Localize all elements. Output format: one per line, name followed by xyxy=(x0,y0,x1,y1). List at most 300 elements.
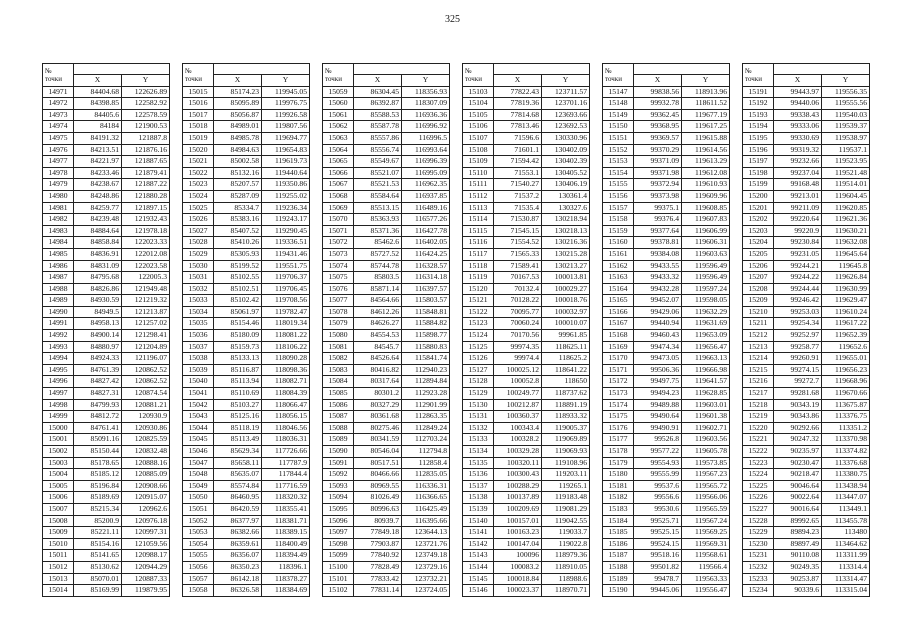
table-row xyxy=(743,306,870,318)
point-number-cell: 15139 xyxy=(463,503,494,515)
x-value-cell: 90046.64 xyxy=(774,480,822,492)
point-number-cell: 15027 xyxy=(183,225,214,237)
y-value-cell: 116366.65 xyxy=(402,492,450,504)
x-value-cell: 71530.87 xyxy=(494,214,542,226)
point-number-cell: 15069 xyxy=(323,202,354,214)
table-row xyxy=(43,167,170,179)
y-value-cell: 119610.24 xyxy=(822,306,870,318)
point-number-cell: 15162 xyxy=(603,260,634,272)
point-number-cell: 15207 xyxy=(743,272,774,284)
table-row xyxy=(743,121,870,133)
x-value-cell: 71554.52 xyxy=(494,237,542,249)
table-row xyxy=(43,202,170,214)
point-number-cell: 15088 xyxy=(323,422,354,434)
y-value-cell: 118378.27 xyxy=(262,573,310,585)
point-number-cell: 15019 xyxy=(183,132,214,144)
y-value-cell: 112940.23 xyxy=(402,364,450,376)
x-value-cell: 90343.19 xyxy=(774,399,822,411)
x-value-cell: 99497.75 xyxy=(634,376,682,388)
x-value-cell: 70132.4 xyxy=(494,283,542,295)
y-value-cell: 116996.39 xyxy=(402,156,450,168)
point-number-cell: 15208 xyxy=(743,283,774,295)
y-value-cell: 119976.75 xyxy=(262,98,310,110)
point-number-cell: 15225 xyxy=(743,480,774,492)
x-value-cell: 85588.53 xyxy=(354,109,402,121)
x-value-cell: 85061.97 xyxy=(214,306,262,318)
x-value-cell: 71545.15 xyxy=(494,225,542,237)
y-value-cell: 112923.28 xyxy=(402,388,450,400)
point-number-word: точки xyxy=(325,74,342,83)
x-value-cell: 99362.45 xyxy=(634,109,682,121)
point-number-cell: 15018 xyxy=(183,121,214,133)
y-value-cell: 119807.56 xyxy=(262,121,310,133)
x-value-cell: 80317.64 xyxy=(354,376,402,388)
point-number-cell: 15122 xyxy=(463,306,494,318)
x-value-cell: 85557.86 xyxy=(354,132,402,144)
y-value-cell: 119630.21 xyxy=(822,225,870,237)
y-value-cell: 115898.77 xyxy=(402,330,450,342)
y-value-cell: 121204.89 xyxy=(122,341,170,353)
y-value-cell: 123701.16 xyxy=(542,98,590,110)
point-number-cell: 14976 xyxy=(43,144,74,156)
x-value-cell: 85556.74 xyxy=(354,144,402,156)
x-value-cell: 85305.93 xyxy=(214,248,262,260)
point-number-cell: 15047 xyxy=(183,457,214,469)
point-number-cell: 14983 xyxy=(43,225,74,237)
y-value-cell: 119568.61 xyxy=(682,550,730,562)
table-row xyxy=(43,411,170,423)
y-value-cell: 122005.3 xyxy=(122,272,170,284)
table-row xyxy=(183,132,310,144)
x-value-cell: 85635.07 xyxy=(214,469,262,481)
table-row xyxy=(183,248,310,260)
point-number-cell: 15098 xyxy=(323,538,354,550)
table-row xyxy=(43,573,170,585)
table-row xyxy=(183,295,310,307)
point-number-cell: 15011 xyxy=(43,550,74,562)
table-row xyxy=(603,457,730,469)
y-value-cell: 119514.01 xyxy=(822,179,870,191)
point-number-cell: 15013 xyxy=(43,573,74,585)
y-value-cell: 119614.56 xyxy=(682,144,730,156)
x-value-cell: 80466.66 xyxy=(354,469,402,481)
y-value-cell: 119652.39 xyxy=(822,330,870,342)
x-value-cell: 84880.97 xyxy=(74,341,122,353)
point-number-cell: 15116 xyxy=(463,237,494,249)
table-row xyxy=(183,144,310,156)
table-row xyxy=(183,86,310,98)
point-number-cell: 15001 xyxy=(43,434,74,446)
x-value-cell: 99384.08 xyxy=(634,248,682,260)
table-row xyxy=(43,306,170,318)
x-value-cell: 84184 xyxy=(74,121,122,133)
y-value-cell: 130213.27 xyxy=(542,260,590,272)
point-number-cell: 15152 xyxy=(603,144,634,156)
point-number-cell: 14994 xyxy=(43,353,74,365)
point-number-cell: 14986 xyxy=(43,260,74,272)
x-value-cell: 85574.84 xyxy=(214,480,262,492)
table-row xyxy=(183,330,310,342)
y-value-cell: 118106.22 xyxy=(262,341,310,353)
y-value-cell: 112849.24 xyxy=(402,422,450,434)
y-value-cell: 119706.45 xyxy=(262,283,310,295)
table-row xyxy=(323,492,450,504)
y-value-cell: 119606.99 xyxy=(682,225,730,237)
table-row xyxy=(43,585,170,597)
x-value-cell: 100329.28 xyxy=(494,446,542,458)
x-value-cell: 86382.66 xyxy=(214,527,262,539)
point-number-cell: 14998 xyxy=(43,399,74,411)
point-number-cell: 15117 xyxy=(463,248,494,260)
point-number-cell: 15115 xyxy=(463,225,494,237)
point-number-cell: 15061 xyxy=(323,109,354,121)
y-value-cell: 118084.39 xyxy=(262,388,310,400)
x-value-cell: 85056.87 xyxy=(214,109,262,121)
point-number-cell: 15054 xyxy=(183,538,214,550)
table-row xyxy=(603,260,730,272)
x-value-cell: 85334.7 xyxy=(214,202,262,214)
table-row xyxy=(323,121,450,133)
point-number-cell: 15185 xyxy=(603,527,634,539)
x-value-cell: 90247.32 xyxy=(774,434,822,446)
point-number-cell: 15046 xyxy=(183,446,214,458)
y-column-header: Y xyxy=(822,75,870,87)
point-number-cell: 15109 xyxy=(463,156,494,168)
x-value-cell: 99555.99 xyxy=(634,469,682,481)
table-row xyxy=(603,376,730,388)
point-number-cell: 15053 xyxy=(183,527,214,539)
point-number-cell: 15215 xyxy=(743,364,774,376)
table-row xyxy=(743,561,870,573)
point-number-cell: 14999 xyxy=(43,411,74,423)
y-value-cell: 116937.85 xyxy=(402,190,450,202)
y-value-cell: 119569.31 xyxy=(682,538,730,550)
table-row xyxy=(183,422,310,434)
x-value-cell: 99838.56 xyxy=(634,86,682,98)
point-number-header xyxy=(43,64,74,87)
y-value-cell: 130330.96 xyxy=(542,132,590,144)
table-row xyxy=(323,388,450,400)
x-value-cell: 71553.1 xyxy=(494,167,542,179)
table-row xyxy=(603,364,730,376)
x-value-cell: 71537.2 xyxy=(494,190,542,202)
x-value-cell: 85521.53 xyxy=(354,179,402,191)
y-value-cell: 121887.65 xyxy=(122,156,170,168)
point-number-cell: 15126 xyxy=(463,353,494,365)
point-number-cell: 14993 xyxy=(43,341,74,353)
coordinate-tables xyxy=(42,63,870,597)
y-value-cell: 117726.66 xyxy=(262,446,310,458)
x-value-cell: 85221.11 xyxy=(74,527,122,539)
y-value-cell: 119629.47 xyxy=(822,295,870,307)
x-value-cell: 99372.94 xyxy=(634,179,682,191)
y-value-cell: 120885.09 xyxy=(122,469,170,481)
table-row xyxy=(463,237,590,249)
point-number-cell: 15189 xyxy=(603,573,634,585)
table-row xyxy=(743,457,870,469)
table-row xyxy=(743,144,870,156)
x-value-cell: 99490.64 xyxy=(634,411,682,423)
y-value-cell: 119632.08 xyxy=(822,237,870,249)
y-value-cell: 122023.58 xyxy=(122,260,170,272)
y-value-cell: 100013.81 xyxy=(542,272,590,284)
point-number-cell: 15183 xyxy=(603,503,634,515)
table-row xyxy=(743,399,870,411)
point-number-cell: 14981 xyxy=(43,202,74,214)
table-row xyxy=(463,353,590,365)
y-value-cell: 123721.76 xyxy=(402,538,450,550)
point-number-cell: 15077 xyxy=(323,295,354,307)
x-value-cell: 85118.19 xyxy=(214,422,262,434)
y-value-cell: 119782.47 xyxy=(262,306,310,318)
x-value-cell: 80275.46 xyxy=(354,422,402,434)
y-value-cell: 119556.47 xyxy=(682,585,730,597)
point-number-cell: 15155 xyxy=(603,179,634,191)
table-row xyxy=(183,538,310,550)
x-value-cell: 85407.52 xyxy=(214,225,262,237)
y-value-cell: 120962.6 xyxy=(122,503,170,515)
table-row xyxy=(43,469,170,481)
point-number-cell: 15192 xyxy=(743,98,774,110)
y-value-cell: 123711.57 xyxy=(542,86,590,98)
x-value-cell: 85002.58 xyxy=(214,156,262,168)
y-value-cell: 119081.29 xyxy=(542,503,590,515)
table-row xyxy=(743,480,870,492)
x-value-cell: 90249.35 xyxy=(774,561,822,573)
y-value-cell: 116996.5 xyxy=(402,132,450,144)
y-value-cell: 122578.59 xyxy=(122,109,170,121)
x-value-cell: 100025.12 xyxy=(494,364,542,376)
y-value-cell: 118396.1 xyxy=(262,561,310,573)
point-number-cell: 15067 xyxy=(323,179,354,191)
x-value-cell: 86377.97 xyxy=(214,515,262,527)
y-value-cell: 121978.18 xyxy=(122,225,170,237)
x-value-cell: 71565.33 xyxy=(494,248,542,260)
y-value-cell: 119621.36 xyxy=(822,214,870,226)
x-value-cell: 85462.6 xyxy=(354,237,402,249)
x-value-cell: 99373.98 xyxy=(634,190,682,202)
x-value-cell: 85070.01 xyxy=(74,573,122,585)
table-row xyxy=(183,202,310,214)
table-row xyxy=(603,283,730,295)
point-number-cell: 15218 xyxy=(743,399,774,411)
point-number-cell: 15072 xyxy=(323,237,354,249)
table-row xyxy=(183,492,310,504)
x-value-cell: 84259.77 xyxy=(74,202,122,214)
x-value-cell: 85133.13 xyxy=(214,353,262,365)
x-value-cell: 100343.4 xyxy=(494,422,542,434)
x-value-cell: 100249.77 xyxy=(494,388,542,400)
x-value-cell: 84404.68 xyxy=(74,86,122,98)
point-number-cell: 15186 xyxy=(603,538,634,550)
x-value-cell: 70095.77 xyxy=(494,306,542,318)
x-value-cell: 86420.59 xyxy=(214,503,262,515)
x-value-cell: 84958.13 xyxy=(74,318,122,330)
table-row xyxy=(323,272,450,284)
table-row xyxy=(183,98,310,110)
y-value-cell: 118650 xyxy=(542,376,590,388)
point-number-cell: 15081 xyxy=(323,341,354,353)
x-value-cell: 71594.42 xyxy=(494,156,542,168)
table-row xyxy=(463,469,590,481)
table-row xyxy=(43,132,170,144)
x-value-cell: 85629.34 xyxy=(214,446,262,458)
point-number-cell: 14996 xyxy=(43,376,74,388)
table-row xyxy=(183,434,310,446)
point-number-cell: 15174 xyxy=(603,399,634,411)
point-number-cell: 15172 xyxy=(603,376,634,388)
table-row xyxy=(463,260,590,272)
table-row xyxy=(43,260,170,272)
x-column-header: X xyxy=(214,75,262,87)
x-value-cell: 100288.29 xyxy=(494,480,542,492)
point-number-cell: 15146 xyxy=(463,585,494,597)
y-value-cell: 130327.6 xyxy=(542,202,590,214)
y-value-cell: 113455.78 xyxy=(822,515,870,527)
y-value-cell: 119926.58 xyxy=(262,109,310,121)
header-spacer xyxy=(214,64,310,75)
point-number-cell: 15212 xyxy=(743,330,774,342)
table-row xyxy=(323,353,450,365)
y-value-cell: 119617.22 xyxy=(822,318,870,330)
x-value-cell: 99378.81 xyxy=(634,237,682,249)
point-number-header xyxy=(603,64,634,87)
table-row xyxy=(603,388,730,400)
y-value-cell: 119626.84 xyxy=(822,272,870,284)
table-row xyxy=(323,585,450,597)
y-value-cell: 116962.35 xyxy=(402,179,450,191)
point-number-cell: 15083 xyxy=(323,364,354,376)
table-row xyxy=(463,295,590,307)
table-row xyxy=(463,109,590,121)
table-row xyxy=(43,179,170,191)
point-number-cell: 15222 xyxy=(743,446,774,458)
x-value-cell: 99478.7 xyxy=(634,573,682,585)
table-row xyxy=(463,202,590,214)
y-value-cell: 115880.83 xyxy=(402,341,450,353)
point-number-cell: 15044 xyxy=(183,422,214,434)
point-number-cell: 15145 xyxy=(463,573,494,585)
point-number-cell: 15078 xyxy=(323,306,354,318)
point-number-cell: 15049 xyxy=(183,480,214,492)
point-number-cell: 15179 xyxy=(603,457,634,469)
point-number-cell: 15138 xyxy=(463,492,494,504)
point-number-cell: 15006 xyxy=(43,492,74,504)
y-value-cell: 130216.36 xyxy=(542,237,590,249)
point-number-cell: 15045 xyxy=(183,434,214,446)
x-value-cell: 84191.32 xyxy=(74,132,122,144)
table-row xyxy=(603,144,730,156)
x-value-cell: 84985.78 xyxy=(214,132,262,144)
coordinate-table-2 xyxy=(182,63,310,597)
table-row xyxy=(743,248,870,260)
table-row xyxy=(323,446,450,458)
y-value-cell: 130215.28 xyxy=(542,248,590,260)
table-row xyxy=(743,353,870,365)
y-value-cell: 119945.05 xyxy=(262,86,310,98)
x-value-cell: 84761.41 xyxy=(74,422,122,434)
y-value-cell: 113314.47 xyxy=(822,573,870,585)
x-value-cell: 90110.08 xyxy=(774,550,822,562)
x-value-cell: 84761.39 xyxy=(74,364,122,376)
y-value-cell: 118970.71 xyxy=(542,585,590,597)
table-row xyxy=(463,388,590,400)
table-row xyxy=(43,515,170,527)
point-number-cell: 15216 xyxy=(743,376,774,388)
x-value-cell: 77819.36 xyxy=(494,98,542,110)
point-number-cell: 15031 xyxy=(183,272,214,284)
x-value-cell: 99258.77 xyxy=(774,341,822,353)
table-row xyxy=(43,295,170,307)
y-value-cell: 123729.16 xyxy=(402,561,450,573)
y-value-cell: 122012.08 xyxy=(122,248,170,260)
table-row xyxy=(743,376,870,388)
point-number-cell: 15165 xyxy=(603,295,634,307)
point-number-word: точки xyxy=(45,74,62,83)
table-row xyxy=(463,98,590,110)
y-value-cell: 118394.49 xyxy=(262,550,310,562)
x-value-cell: 80341.59 xyxy=(354,434,402,446)
y-value-cell: 119431.46 xyxy=(262,248,310,260)
y-value-cell: 121887.22 xyxy=(122,179,170,191)
y-value-cell: 113315.04 xyxy=(822,585,870,597)
point-number-cell: 15230 xyxy=(743,538,774,550)
point-number-cell: 15075 xyxy=(323,272,354,284)
x-value-cell: 99537.6 xyxy=(634,480,682,492)
table-row xyxy=(743,330,870,342)
point-number-word: точки xyxy=(185,74,202,83)
point-number-word: точки xyxy=(605,74,622,83)
x-value-cell: 84884.64 xyxy=(74,225,122,237)
table-row xyxy=(603,480,730,492)
y-value-cell: 119603.01 xyxy=(682,399,730,411)
table-row xyxy=(463,515,590,527)
point-number-cell: 15043 xyxy=(183,411,214,423)
point-number-cell: 15024 xyxy=(183,190,214,202)
x-value-cell: 85116.87 xyxy=(214,364,262,376)
table-row xyxy=(463,561,590,573)
y-column-header: Y xyxy=(542,75,590,87)
y-value-cell: 120881.21 xyxy=(122,399,170,411)
y-value-cell: 130218.94 xyxy=(542,214,590,226)
y-value-cell: 119523.95 xyxy=(822,156,870,168)
point-number-cell: 15070 xyxy=(323,214,354,226)
table-row xyxy=(603,353,730,365)
point-number-cell: 15025 xyxy=(183,202,214,214)
y-value-cell: 117844.4 xyxy=(262,469,310,481)
table-row xyxy=(323,109,450,121)
x-value-cell: 84836.91 xyxy=(74,248,122,260)
point-number-cell: 15059 xyxy=(323,86,354,98)
table-row xyxy=(743,318,870,330)
table-row xyxy=(743,515,870,527)
point-number-cell: 15143 xyxy=(463,550,494,562)
table-row xyxy=(463,573,590,585)
point-number-cell: 15211 xyxy=(743,318,774,330)
y-value-cell: 119566.4 xyxy=(682,561,730,573)
point-number-cell: 15223 xyxy=(743,457,774,469)
table-row xyxy=(743,295,870,307)
point-number-cell: 15101 xyxy=(323,573,354,585)
y-value-cell: 119656.47 xyxy=(682,341,730,353)
point-number-cell: 15082 xyxy=(323,353,354,365)
x-value-cell: 70170.56 xyxy=(494,330,542,342)
table-row xyxy=(743,272,870,284)
table-row xyxy=(603,550,730,562)
y-value-cell: 119243.17 xyxy=(262,214,310,226)
x-value-cell: 77822.43 xyxy=(494,86,542,98)
x-value-cell: 99433.32 xyxy=(634,272,682,284)
